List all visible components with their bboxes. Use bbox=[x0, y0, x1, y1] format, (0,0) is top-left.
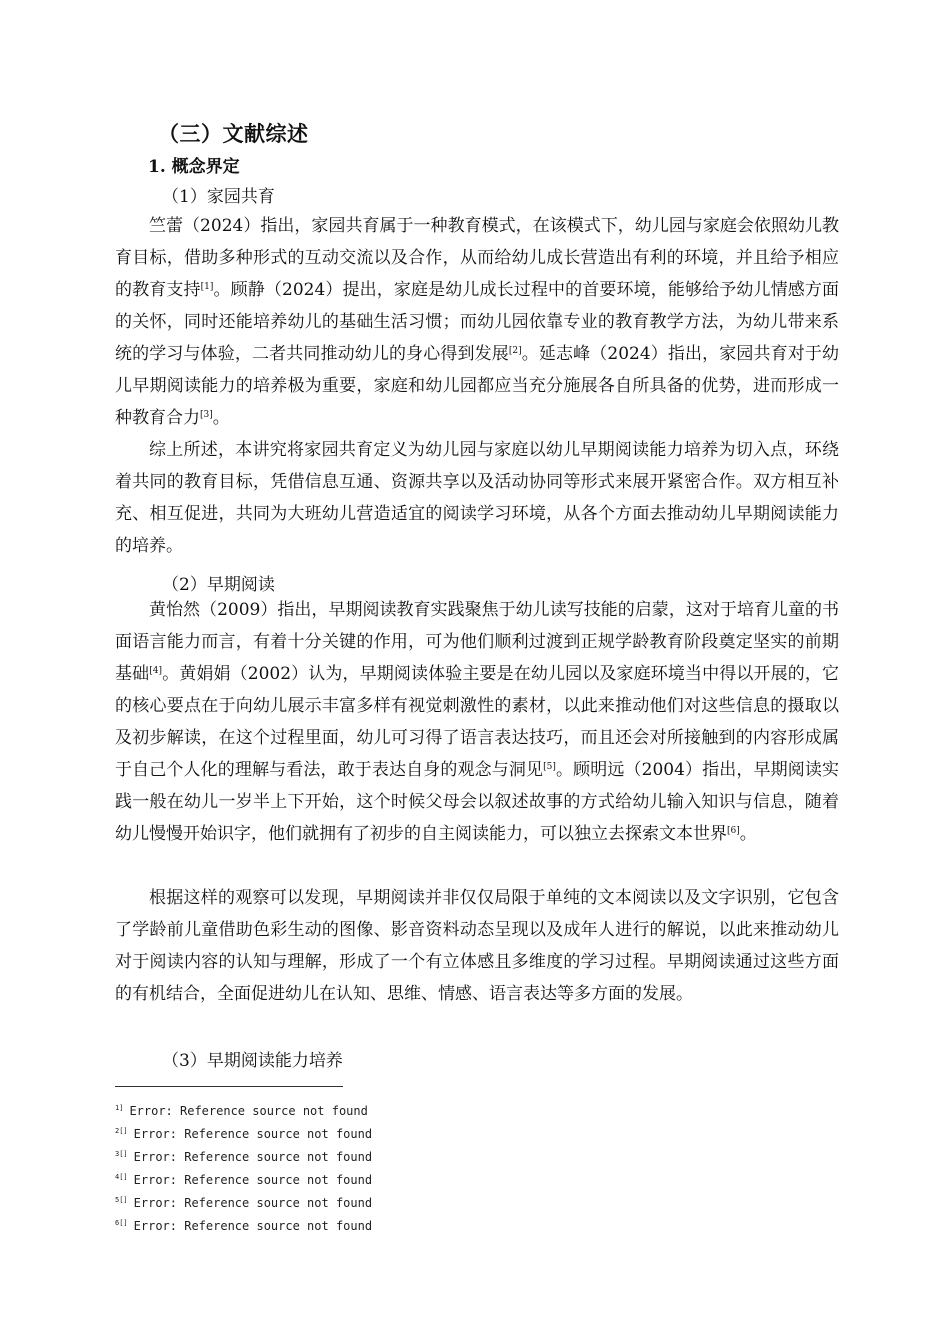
footnote-list bbox=[115, 1099, 615, 1237]
footnote-item[interactable] bbox=[115, 1145, 615, 1168]
paragraph-early-reading-citations bbox=[115, 594, 839, 850]
paragraph-home-school-summary: 综上所述，本讲究将家园共育定义为幼儿园与家庭以幼儿早期阅读能力培养为切入点，环绕着共同的教育目标，凭借信息互通、资源共享以及活动协同等形式来展开紧密合作。双方相互补充、相互促进，共同为大班幼儿营造适宜的阅读学习环境，从各个方面去推动幼儿早期阅读能力的培养。 bbox=[115, 440, 839, 556]
citation-4[interactable]: [4] bbox=[149, 666, 162, 676]
paragraph-text: 竺蕾（2024）指出，家园共育属于一种教育模式，在该模式下，幼儿园与家庭会依照幼儿教育目标，借助多种形式的互动交流以及合作，从而给幼儿成长营造出有利的环境，并且给予相应的教育支持 bbox=[115, 216, 839, 300]
citation-3[interactable]: [3] bbox=[200, 410, 213, 420]
footnote-item[interactable] bbox=[115, 1191, 615, 1214]
footnote-mark: 6[] bbox=[115, 1219, 128, 1227]
paragraph-text: 。 bbox=[739, 824, 757, 844]
footnote-text: Error: Reference source not found bbox=[133, 1219, 373, 1233]
footnote-item[interactable] bbox=[115, 1099, 615, 1122]
paragraph-text: 。顾明远（2004）指出，早期阅读实践一般在幼儿一岁半上下开始，这个时候父母会以叙述故事的方式给幼儿输入知识与信息，随着幼儿慢慢开始识字，他们就拥有了初步的自主阅读能力，可以独立去探索文本世界 bbox=[115, 760, 840, 844]
heading-home-school-coeducation: （1）家园共育 bbox=[162, 187, 275, 207]
paragraph-early-reading-summary: 根据这样的观察可以发现，早期阅读并非仅仅局限于单纯的文本阅读以及文字识别，它包含了学龄前儿童借助色彩生动的图像、影音资料动态呈现以及成年人进行的解说，以此来推动幼儿对于阅读内容的认知与理解，形成了一个有立体感且多维度的学习过程。早期阅读通过这些方面的有机结合，全面促进幼儿在认知、思维、情感、语言表达等多方面的发展。 bbox=[115, 888, 839, 1004]
footnote-item[interactable] bbox=[115, 1122, 615, 1145]
paragraph-text: 。延志峰（2024）指出，家园共育对于幼儿早期阅读能力的培养极为重要，家庭和幼儿园都应当充分施展各自所具备的优势，进而形成一种教育合力 bbox=[115, 344, 840, 428]
footnote-text: Error: Reference source not found bbox=[133, 1150, 373, 1164]
footnote-mark: 1] bbox=[115, 1104, 124, 1112]
paragraph-text: 。顾静（2024）提出，家庭是幼儿成长过程中的首要环境，能够给予幼儿情感方面的关怀，同时还能培养幼儿的基础生活习惯；而幼儿园依靠专业的教育教学方法，为幼儿带来系统的学习与体验，二者共同推动幼儿的身心得到发展 bbox=[115, 280, 839, 364]
footnote-separator bbox=[115, 1086, 343, 1087]
footnote-mark: 5[] bbox=[115, 1196, 128, 1204]
footnote-mark: 3[] bbox=[115, 1150, 128, 1158]
paragraph-text: 。黄娟娟（2002）认为，早期阅读体验主要是在幼儿园以及家庭环境当中得以开展的，它的核心要点在于向幼儿展示丰富多样有视觉刺激性的素材，以此来推动他们对这些信息的摄取以及初步解读，在这个过程里面，幼儿可习得了语言表达技巧，而且还会对所接触到的内容形成属于自己个人化的理解与看法，敢于表达自身的观念与洞见 bbox=[115, 664, 839, 780]
citation-2[interactable]: [2] bbox=[508, 346, 522, 356]
footnote-mark: 2[] bbox=[115, 1127, 128, 1135]
paragraph-text: 黄怡然（2009）指出，早期阅读教育实践聚焦于幼儿读写技能的启蒙，这对于培育儿童的书面语言能力而言，有着十分关键的作用，可为他们顺利过渡到正规学龄教育阶段奠定坚实的前期基础 bbox=[115, 600, 839, 684]
heading-early-reading-ability: （3）早期阅读能力培养 bbox=[162, 1051, 343, 1071]
heading-early-reading: （2）早期阅读 bbox=[162, 575, 275, 595]
footnote-item[interactable] bbox=[115, 1168, 615, 1191]
paragraph-text: 。 bbox=[212, 408, 230, 428]
footnote-text: Error: Reference source not found bbox=[133, 1173, 373, 1187]
paragraph-home-school-citations bbox=[115, 210, 839, 434]
footnote-mark: 4[] bbox=[115, 1173, 128, 1181]
citation-1[interactable]: [1] bbox=[200, 282, 214, 292]
citation-5[interactable]: [5] bbox=[543, 762, 556, 772]
citation-6[interactable]: [6] bbox=[727, 826, 740, 836]
footnote-item[interactable] bbox=[115, 1214, 615, 1237]
section-title: （三）文献综述 bbox=[158, 121, 309, 146]
subsection-title: 1. 概念界定 bbox=[148, 157, 240, 177]
footnote-text: Error: Reference source not found bbox=[133, 1196, 373, 1210]
footnote-text: Error: Reference source not found bbox=[133, 1127, 373, 1141]
footnote-text: Error: Reference source not found bbox=[129, 1104, 368, 1118]
